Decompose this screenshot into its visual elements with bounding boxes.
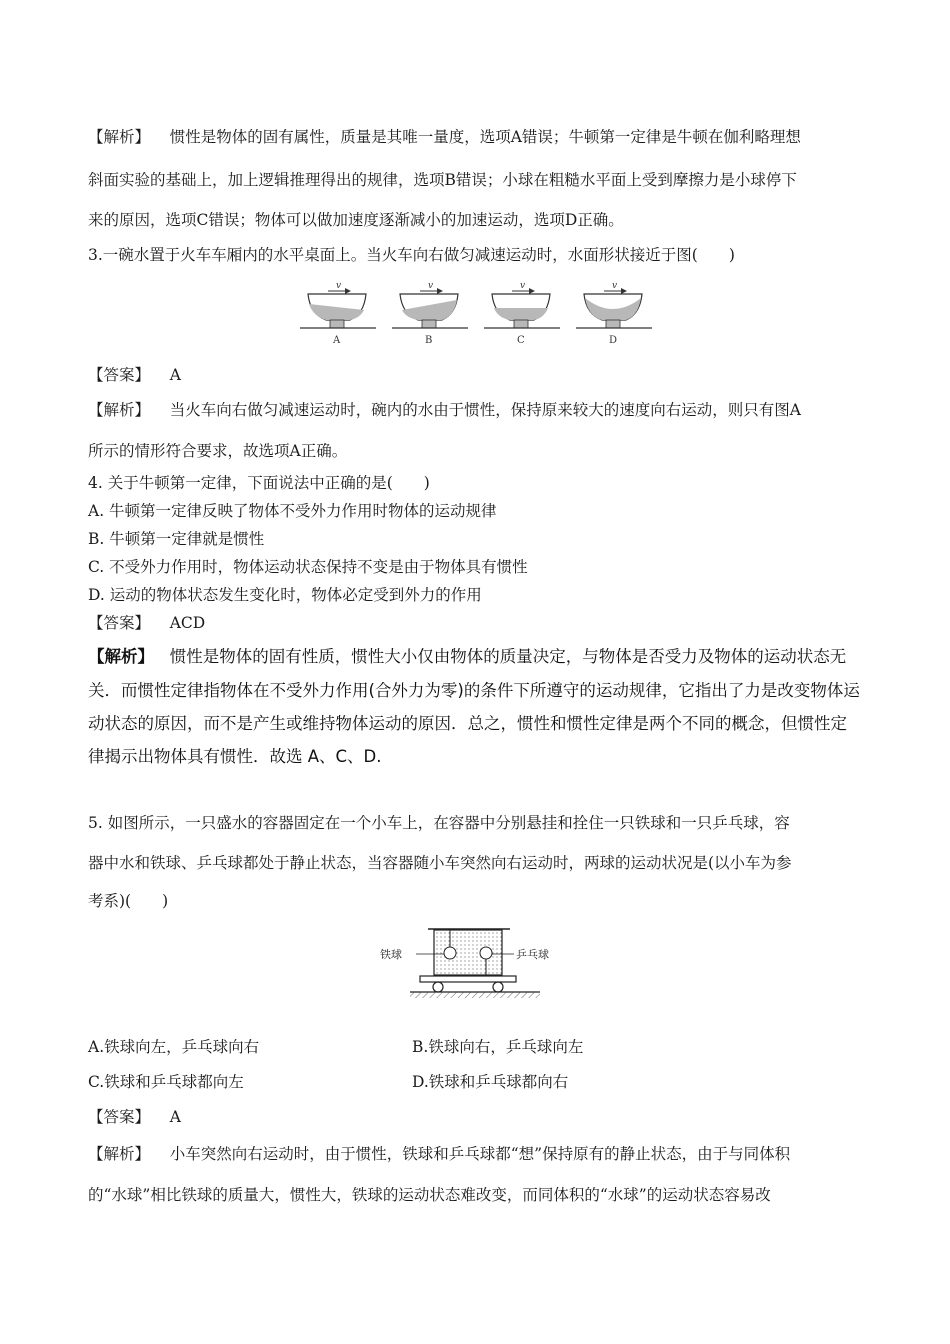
velocity-label-b: v [428,281,434,291]
q4-option-c: C. 不受外力作用时，物体运动状态保持不变是由于物体具有惯性 [88,558,528,576]
q5-option-d: D.铁球和乒乓球都向右 [412,1073,569,1091]
q4-option-b: B. 牛顿第一定律就是惯性 [88,530,265,548]
analysis-label: 【解析】 [88,647,154,666]
q2-analysis-line-2: 斜面实验的基础上，加上逻辑推理得出的规律，选项B错误；小球在粗糙水平面上受到摩擦力是小球停下 [88,171,797,189]
q5-option-b: B.铁球向右，乒乓球向左 [412,1038,584,1056]
bowl-label-a: A [333,335,341,346]
q4-analysis-line-1 [88,646,868,668]
q3-analysis-line-1 [88,399,868,421]
velocity-label-c: v [520,281,526,291]
answer-label: 【答案】 [88,1108,151,1126]
velocity-label-a: v [336,281,342,291]
bowl-label-b: B [425,335,433,346]
q3-stem: 3.一碗水置于火车车厢内的水平桌面上。当火车向右做匀减速运动时，水面形状接近于图( ) [88,246,735,264]
iron-ball-label: 铁球 [380,948,402,961]
bowl-c [484,281,560,346]
q3-analysis-line-2: 所示的情形符合要求，故选项A正确。 [88,442,348,460]
analysis-text: 惯性是物体的固有属性，质量是其唯一量度，选项A错误；牛顿第一定律是牛顿在伽利略理想 [169,128,801,146]
answer-value: A [169,1108,181,1126]
q4-analysis-line-3: 动状态的原因，而不是产生或维持物体运动的原因．总之，惯性和惯性定律是两个不同的概念，但惯性定 [88,714,847,733]
q4-option-a: A. 牛顿第一定律反映了物体不受外力作用时物体的运动规律 [88,502,497,520]
answer-value: A [169,366,181,384]
pingpong-ball-label: 乒乓球 [516,948,549,961]
q4-answer [88,612,868,634]
q5-stem-line-1: 5. 如图所示，一只盛水的容器固定在一个小车上，在容器中分别悬挂和拴住一只铁球和一只乒乓球，容 [88,814,790,832]
q3-bowl-figure [298,278,658,348]
bowl-a [300,281,376,346]
analysis-text: 小车突然向右运动时，由于惯性，铁球和乒乓球都“想”保持原有的静止状态，由于与同体积 [169,1145,791,1163]
answer-label: 【答案】 [88,614,151,632]
analysis-label: 【解析】 [88,128,151,146]
bowl-label-c: C [517,335,525,346]
q4-analysis-line-4: 律揭示出物体具有惯性．故选 A、C、D. [88,747,382,766]
q2-analysis-line-3: 来的原因，选项C错误；物体可以做加速度逐渐减小的加速运动，选项D正确。 [88,211,624,229]
q5-stem-line-3: 考系)( ) [88,892,169,910]
analysis-text: 当火车向右做匀减速运动时，碗内的水由于惯性，保持原来较大的速度向右运动，则只有图A [169,401,801,419]
q5-cart-figure [380,920,580,1002]
q5-answer [88,1106,868,1128]
bowl-d [576,281,652,346]
velocity-label-d: v [612,281,618,291]
analysis-text: 惯性是物体的固有性质，惯性大小仅由物体的质量决定，与物体是否受力及物体的运动状态无 [169,647,847,666]
q2-analysis-line-1 [88,126,868,148]
q5-stem-line-2: 器中水和铁球、乒乓球都处于静止状态，当容器随小车突然向右运动时，两球的运动状况是(以小车为参 [88,854,792,872]
q5-analysis-line-1 [88,1143,868,1165]
q5-option-a: A.铁球向左，乒乓球向右 [88,1038,260,1056]
q5-analysis-line-2: 的“水球”相比铁球的质量大，惯性大，铁球的运动状态难改变，而同体积的“水球”的运动状态容易改 [88,1186,771,1204]
bowl-label-d: D [609,335,618,346]
analysis-label: 【解析】 [88,401,151,419]
answer-label: 【答案】 [88,366,151,384]
q3-answer [88,364,868,386]
analysis-label: 【解析】 [88,1145,151,1163]
q5-option-c: C.铁球和乒乓球都向左 [88,1073,244,1091]
q4-stem: 4. 关于牛顿第一定律，下面说法中正确的是( ) [88,474,430,492]
q4-option-d: D. 运动的物体状态发生变化时，物体必定受到外力的作用 [88,586,482,604]
bowl-b [392,281,468,346]
q4-analysis-line-2: 关．而惯性定律指物体在不受外力作用(合外力为零)的条件下所遵守的运动规律，它指出了力是改变物体运 [88,681,860,700]
answer-value: ACD [169,614,206,632]
